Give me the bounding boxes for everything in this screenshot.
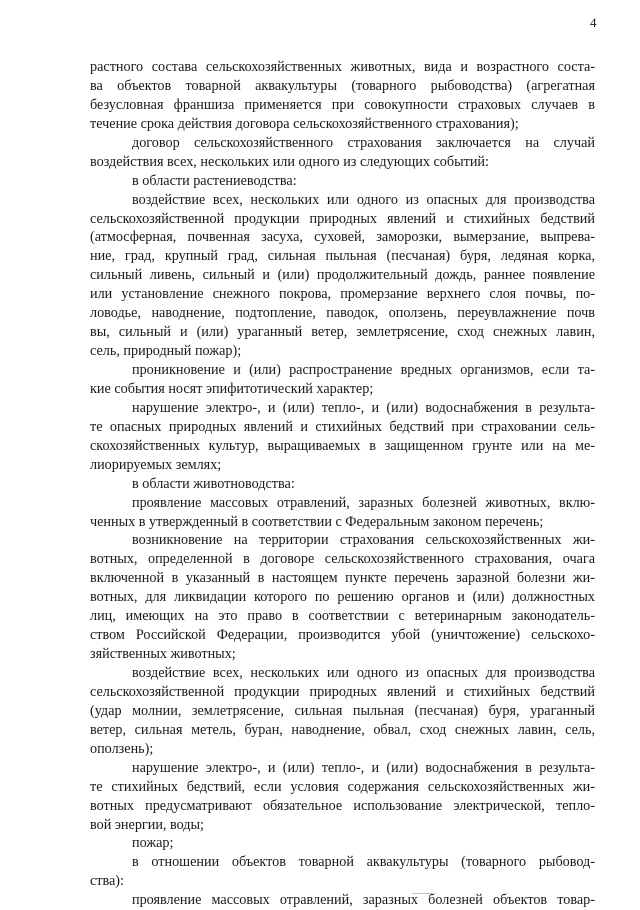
text-line: вотных предусматривают обязательное использование электрической, тепло- — [90, 797, 595, 814]
text-line: сельскохозяйственной продукции природных явлений и стихийных бедствий — [90, 210, 595, 227]
text-line: кие события носят эпифитотический характер; — [90, 380, 374, 397]
text-line: растного состава сельскохозяйственных животных, вида и возрастного соста- — [90, 59, 595, 75]
text-line: скохозяйственных культур, выращиваемых в защищенном грунте или на ме- — [90, 437, 595, 454]
text-line: сильный ливень, сильный и (или) продолжительный дождь, раннее появление — [90, 267, 595, 284]
text-line: вой энергии, воды; — [90, 816, 204, 833]
text-line: зяйственных животных; — [90, 646, 236, 663]
text-line: в области растениеводства: — [132, 172, 297, 189]
page-number: 4 — [590, 15, 597, 30]
text-line: воздействие всех, нескольких или одного из опасных для производства — [132, 191, 595, 208]
text-line: ства): — [90, 873, 124, 890]
scan-mark — [412, 893, 432, 897]
text-line: нарушение электро-, и (или) тепло-, и (или) водоснабжения в результа- — [132, 759, 595, 776]
text-line: (удар молнии, землетрясение, сильная пыльная (песчаная) буря, ураганный — [90, 702, 595, 719]
text-line: лиорируемых землях; — [90, 456, 222, 473]
text-line: (атмосферная, почвенная засуха, суховей, заморозки, вымерзание, выпрева- — [90, 229, 595, 246]
text-line: ва объектов товарной аквакультуры (товарного рыбоводства) (агрегатная — [90, 77, 595, 94]
text-line: ветер, сильная метель, буран, наводнение, обвал, сход снежных лавин, сель, — [90, 721, 595, 738]
text-line: вы, сильный и (или) ураганный ветер, землетрясение, сход снежных лавин, — [90, 324, 595, 341]
text-line: течение срока действия договора сельскохозяйственного страхования); — [90, 115, 519, 132]
text-line: договор сельскохозяйственного страхования заключается на случай — [132, 134, 595, 151]
text-line: возникновение на территории страхования сельскохозяйственных жи- — [132, 532, 595, 549]
text-line: сель, природный пожар); — [90, 343, 242, 360]
text-line: ловодье, наводнение, подтопление, паводок, оползень, переувлажнение почв — [90, 305, 595, 322]
text-line: или установление снежного покрова, промерзание верхнего слоя почвы, по- — [90, 286, 595, 303]
text-line: воздействие всех, нескольких или одного из опасных для производства — [132, 665, 595, 681]
text-line: вотных, для ликвидации которого по решению органов и (или) должностных — [90, 589, 595, 606]
text-line: те стихийных бедствий, если условия содержания сельскохозяйственных жи- — [90, 778, 595, 795]
text-line: воздействия всех, нескольких или одного из следующих событий: — [90, 153, 489, 170]
text-line: в области животноводства: — [132, 475, 295, 492]
text-line: ние, град, крупный град, сильная пыльная (песчаная) буря, ледяная корка, — [90, 248, 595, 265]
text-line: те опасных природных явлений и стихийных бедствий при страховании сель- — [90, 418, 595, 435]
text-line: проявление массовых отравлений, заразных болезней объектов товар- — [132, 892, 595, 909]
text-line: оползень); — [90, 740, 154, 757]
text-line: пожар; — [132, 835, 174, 852]
text-line: лиц, имеющих на это право в соответствии с ветеринарным законодатель- — [90, 608, 595, 625]
text-line: включенной в указанный в настоящем пункте перечень заразной болезни жи- — [90, 570, 595, 587]
text-line: нарушение электро-, и (или) тепло-, и (или) водоснабжения в результа- — [132, 399, 595, 416]
document-body — [90, 58, 595, 910]
text-line: ченных в утвержденный в соответствии с Федеральным законом перечень; — [90, 513, 544, 530]
text-line: сельскохозяйственной продукции природных явлений и стихийных бедствий — [90, 683, 595, 700]
text-line: безусловная франшиза применяется при совокупности страховых случаев в — [90, 96, 595, 113]
text-line: ством Российской Федерации, производится убой (уничтожение) сельскохо- — [90, 627, 595, 644]
text-line: проникновение и (или) распространение вредных организмов, если та- — [132, 362, 595, 378]
text-line: вотных, определенной в договоре сельскохозяйственного страхования, очага — [90, 551, 595, 568]
text-line: в отношении объектов товарной аквакультуры (товарного рыбовод- — [132, 854, 595, 871]
text-line: проявление массовых отравлений, заразных болезней животных, вклю- — [132, 494, 595, 511]
